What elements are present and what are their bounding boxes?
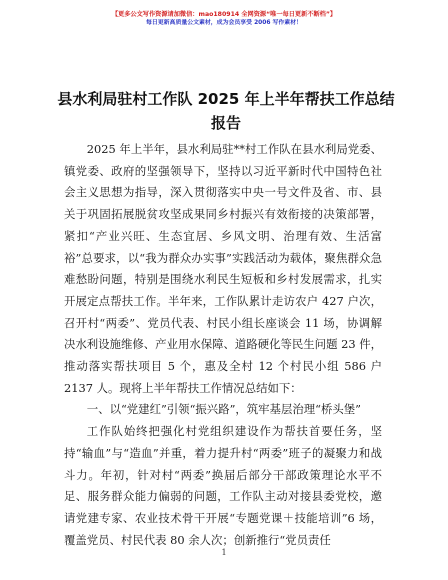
section-paragraph: 工作队始终把强化村党组织建设作为帮扶首要任务，坚持“输血”与“造血”并重，着力提升村“两委”班子的凝聚力和战斗力。年初，针对村“两委”换届后部分干部政策理论水平不足、服务群众能力偏弱的问题，工作队主动对接县委党校，邀请党建专家、农业技术骨干开展“专题党课＋技能培训”6 场，覆盖党员、村民代表 80 余人次；创新推行“党员责任 bbox=[64, 424, 382, 547]
document-title: 县水利局驻村工作队 2025 年上半年帮扶工作总结报告 bbox=[57, 90, 395, 132]
page-number: 1 bbox=[221, 548, 227, 557]
promo-line-membership: 每日更新高质量公文素材，成为会员享受 2006 写作素材！ bbox=[146, 20, 302, 27]
document-body bbox=[64, 139, 382, 551]
promo-line-wechat: 【更多公文写作资源请加微信：mao180914 全网资源“唯一每日更新不断档”】 bbox=[111, 11, 337, 18]
section-heading: 一、以“党建红”引领“振兴路”，筑牢基层治理“桥头堡” bbox=[86, 402, 361, 417]
intro-paragraph: 2025 年上半年，县水利局驻**村工作队在县水利局党委、镇党委、政府的坚强领导下，坚持以习近平新时代中国特色社会主义思想为指导，深入贯彻落实中央一号文件及省、市、县关于巩固拓展脱贫攻坚成果同乡村振兴有效衔接的决策部署，紧扣“产业兴旺、生态宜居、乡风文明、治理有效、生活富裕”总要求，以“我为群众办实事”实践活动为载体，聚焦群众急难愁盼问题，特别是围绕水利民生短板和乡村发展需求，扎实开展定点帮扶工作。半年来，工作队累计走访农户 427 户次，召开村“两委”、党员代表、村民小组长座谈会 11 场，协调解决水利设施维修、产业用水保障、道路硬化等民生问题 23 件，推动落实帮扶项目 5 个，惠及全村 12 个村民小组 586 户 2137 人。现将上半年帮扶工作情况总结如下： bbox=[64, 142, 382, 395]
promo-banner bbox=[0, 11, 448, 28]
